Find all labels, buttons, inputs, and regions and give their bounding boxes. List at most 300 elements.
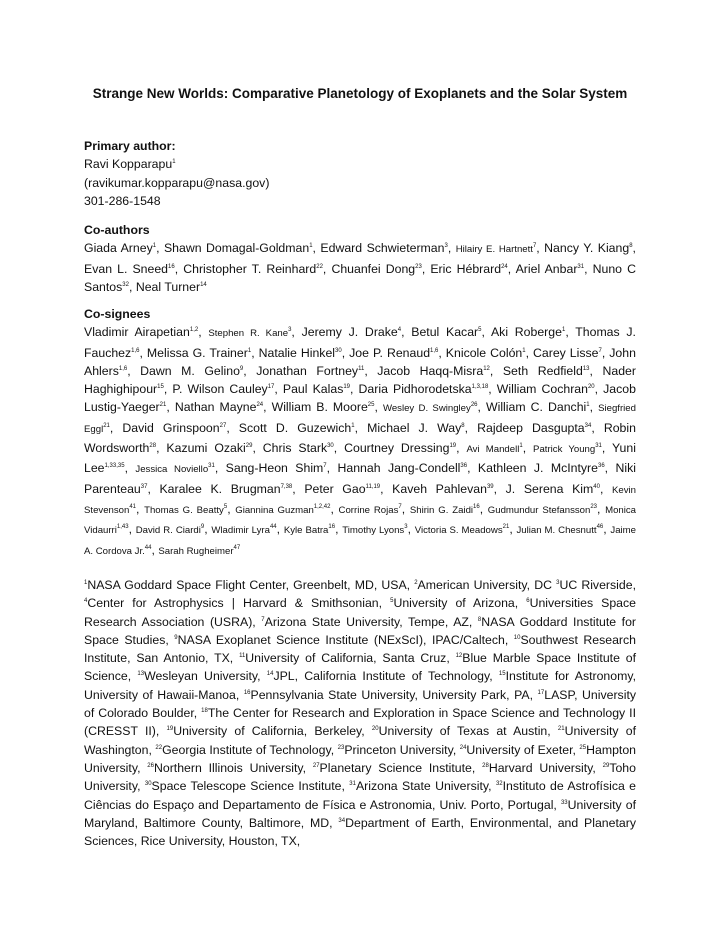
- author-name: Neal Turner: [135, 279, 201, 294]
- author-name: Corrine Rojas: [338, 504, 399, 516]
- affiliation-entry: [338, 743, 457, 757]
- author-name: Thomas G. Beatty: [144, 504, 224, 516]
- author-affiliation-sup: 24: [501, 263, 508, 270]
- author-entry: [84, 241, 156, 255]
- affiliation-entry: [460, 743, 576, 757]
- affiliation-number: 7: [261, 616, 265, 623]
- affiliation-number: 2: [414, 579, 418, 586]
- author-entry: [533, 441, 602, 455]
- author-entry: [147, 346, 251, 360]
- author-affiliation-sup: 1: [351, 422, 355, 429]
- affiliation-text: University of California, Berkeley,: [173, 724, 365, 739]
- author-name: Nancy Y. Kiang: [544, 241, 630, 256]
- author-affiliation-sup: 13: [582, 365, 590, 372]
- affiliation-number: 13: [137, 671, 145, 678]
- affiliation-text: Hampton University,: [84, 742, 637, 775]
- author-affiliation-sup: 39: [486, 483, 494, 490]
- author-entry: [544, 241, 632, 255]
- author-affiliation-sup: 46: [596, 524, 604, 531]
- author-name: William Cochran: [496, 382, 588, 397]
- author-name: Chuanfei Dong: [331, 261, 416, 276]
- author-name: Stephen R. Kane: [208, 328, 289, 340]
- author-name: David Grinspoon: [122, 420, 220, 435]
- author-affiliation-sup: 22: [316, 263, 323, 270]
- author-entry: [488, 502, 597, 516]
- affiliation-entry: [239, 651, 450, 665]
- author-entry: [516, 522, 603, 536]
- affiliation-number: 16: [243, 689, 251, 696]
- author-entry: [477, 421, 591, 435]
- affiliation-number: 3: [556, 579, 560, 586]
- affiliation-number: 17: [537, 689, 545, 696]
- author-affiliation-sup: 32: [122, 281, 129, 288]
- author-entry: [84, 325, 198, 339]
- affiliation-entry: [390, 596, 518, 610]
- affiliation-text: Center for Astrophysics | Harvard & Smithsonian,: [87, 596, 383, 611]
- author-name: Hilairy E. Hartnett: [455, 244, 533, 256]
- author-affiliation-sup: 23: [590, 503, 598, 510]
- author-affiliation-sup: 21: [159, 402, 167, 409]
- affiliation-text: University of Texas at Austin,: [378, 724, 551, 739]
- author-entry: [337, 461, 467, 475]
- author-name: Yuni Lee: [84, 441, 636, 476]
- author-entry: [302, 325, 402, 339]
- author-entry: [166, 441, 252, 455]
- affiliation-number: 6: [526, 598, 530, 605]
- author-entry: [446, 346, 526, 360]
- author-name: Siegfried Eggl: [84, 403, 636, 435]
- author-name: Courtney Dressing: [344, 441, 450, 456]
- author-name: Kathleen J. McIntyre: [477, 461, 598, 476]
- affiliation-text: JPL, California Institute of Technology,: [273, 669, 493, 684]
- affiliation-text: University of California, Santa Cruz,: [245, 651, 450, 666]
- author-entry: [367, 421, 465, 435]
- author-name: Timothy Lyons: [342, 525, 405, 537]
- affiliation-text: Princeton University,: [344, 742, 457, 757]
- author-affiliation-sup: 7: [532, 243, 537, 250]
- author-affiliation-sup: 27: [219, 422, 227, 429]
- affiliation-number: 32: [495, 781, 503, 788]
- affiliation-entry: [167, 724, 365, 738]
- author-name: Natalie Hinkel: [258, 345, 336, 360]
- author-name: Daria Pidhorodetska: [358, 382, 472, 397]
- affiliation-entry: [84, 596, 382, 610]
- affiliation-number: 22: [155, 744, 163, 751]
- author-name: Shirin G. Zaidi: [409, 504, 474, 516]
- affiliation-entry: [147, 761, 306, 775]
- author-entry: [377, 364, 490, 378]
- author-affiliation-sup: 24: [256, 402, 264, 409]
- author-name: Evan L. Sneed: [84, 261, 169, 276]
- author-entry: [320, 241, 447, 255]
- primary-author-name: Ravi Kopparapu: [84, 157, 173, 172]
- author-affiliation-sup: 19: [449, 442, 457, 449]
- affiliation-entry: [349, 779, 491, 793]
- author-name: Edward Schwieterman: [320, 241, 445, 256]
- affiliation-number: 30: [144, 781, 152, 788]
- affiliation-number: 8: [477, 616, 482, 623]
- author-name: David R. Ciardi: [135, 525, 201, 537]
- affiliation-text: Pennsylvania State University, University Park, PA,: [250, 687, 534, 702]
- author-affiliation-sup: 23: [415, 263, 422, 270]
- author-name: Jacob Lustig-Yaeger: [84, 382, 636, 415]
- affiliation-text: University of Arizona,: [393, 596, 519, 611]
- author-name: Paul Kalas: [282, 382, 344, 397]
- author-name: Nathan Mayne: [174, 400, 257, 415]
- affiliation-entry: [267, 669, 493, 683]
- author-entry: [183, 262, 323, 276]
- author-name: Hannah Jang-Condell: [337, 461, 461, 476]
- affiliation-entry: [556, 578, 636, 592]
- author-name: Scott D. Guzewich: [238, 420, 352, 435]
- author-affiliation-sup: 7,38: [280, 483, 293, 490]
- coauthors-heading: Co-authors: [84, 223, 150, 237]
- affiliation-text: NASA Goddard Space Flight Center, Greenbelt, MD, USA,: [87, 578, 411, 592]
- author-entry: [211, 522, 276, 536]
- affiliation-number: 21: [557, 726, 565, 733]
- affiliation-text: Universities Space Research Association (USRA),: [84, 596, 637, 629]
- author-name: Eric Hébrard: [430, 261, 502, 276]
- affiliation-entry: [137, 669, 260, 683]
- author-name: Christopher T. Reinhard: [183, 261, 317, 276]
- author-affiliation-sup: 11,19: [365, 483, 381, 490]
- author-affiliation-sup: 30: [327, 442, 334, 449]
- author-entry: [263, 441, 334, 455]
- author-name: Patrick Young: [533, 444, 596, 456]
- author-name: Niki Parenteau: [84, 461, 636, 496]
- author-entry: [122, 421, 226, 435]
- author-entry: [135, 461, 214, 475]
- author-affiliation-sup: 1: [247, 347, 252, 354]
- author-entry: [144, 502, 227, 516]
- author-entry: [84, 262, 175, 276]
- author-name: Monica Vidaurri: [84, 504, 637, 537]
- affiliation-entry: [244, 688, 533, 702]
- affiliation-text: University of Exeter,: [466, 742, 576, 757]
- author-name: Betul Kacar: [411, 325, 479, 340]
- author-name: Robin Wordsworth: [84, 420, 636, 456]
- author-name: Sarah Rugheimer: [158, 545, 234, 557]
- author-name: Karalee K. Brugman: [159, 481, 281, 496]
- author-name: Sang-Heon Shim: [225, 461, 324, 476]
- affiliation-number: 14: [266, 671, 274, 678]
- author-affiliation-sup: 7: [598, 347, 602, 354]
- author-affiliation-sup: 8: [629, 243, 633, 250]
- affiliation-number: 9: [174, 634, 178, 641]
- author-affiliation-sup: 36: [460, 463, 468, 470]
- author-affiliation-sup: 15: [157, 384, 164, 391]
- author-affiliation-sup: 41: [129, 503, 137, 510]
- affiliation-entry: [313, 761, 475, 775]
- affiliation-text: Wesleyan University,: [144, 669, 261, 684]
- author-entry: [172, 382, 274, 396]
- author-entry: [506, 482, 600, 496]
- author-name: Shawn Domagal-Goldman: [163, 241, 310, 256]
- author-name: Jaime A. Cordova Jr.: [84, 525, 636, 557]
- affiliation-text: Southwest Research Institute, San Antonio, TX,: [84, 632, 636, 666]
- primary-author-section: [84, 137, 636, 210]
- affiliation-entry: [414, 578, 552, 592]
- author-name: Avi Mandell: [466, 444, 520, 456]
- author-affiliation-sup: 31: [577, 263, 585, 270]
- affiliation-number: 11: [239, 653, 246, 660]
- affiliation-entry: [482, 761, 596, 775]
- author-affiliation-sup: 9: [200, 524, 205, 531]
- affiliation-text: Institute for Astronomy, University of Hawaii-Manoa,: [84, 669, 637, 702]
- affiliation-entry: [372, 724, 551, 738]
- author-name: Peter Gao: [304, 481, 366, 496]
- author-affiliation-sup: 34: [584, 422, 592, 429]
- author-name: Thomas J. Fauchez: [84, 325, 636, 360]
- primary-author-sup: 1: [172, 159, 176, 166]
- affiliation-text: Planetary Science Institute,: [319, 760, 476, 775]
- author-name: Jeremy J. Drake: [301, 325, 398, 340]
- author-affiliation-sup: 3: [404, 524, 408, 531]
- author-entry: [159, 482, 292, 496]
- author-affiliation-sup: 12: [483, 365, 490, 372]
- author-entry: [259, 346, 342, 360]
- affiliation-entry: [145, 779, 345, 793]
- author-entry: [158, 543, 240, 557]
- author-affiliation-sup: 4: [397, 327, 402, 334]
- affiliation-number: 34: [338, 817, 346, 824]
- author-entry: [516, 262, 585, 276]
- affiliation-number: 31: [349, 781, 356, 788]
- author-name: Kaveh Pahlevan: [392, 481, 487, 496]
- author-name: Giada Arney: [84, 241, 153, 256]
- affiliation-number: 4: [84, 598, 88, 605]
- author-name: Wladimir Lyra: [211, 525, 270, 537]
- paper-title: Strange New Worlds: Comparative Planetology of Exoplanets and the Solar System: [92, 86, 628, 101]
- author-name: Knicole Colón: [445, 345, 523, 360]
- primary-author-email: (ravikumar.kopparapu@nasa.gov): [84, 175, 270, 190]
- author-affiliation-sup: 26: [470, 402, 478, 409]
- author-entry: [256, 364, 364, 378]
- affiliation-entry: [261, 615, 472, 629]
- author-entry: [466, 441, 522, 455]
- affiliation-number: 25: [579, 744, 587, 751]
- primary-author-heading: Primary author:: [84, 139, 176, 153]
- affiliation-number: 24: [459, 744, 467, 751]
- author-name: William C. Danchi: [485, 400, 587, 415]
- affiliation-number: 12: [455, 653, 463, 660]
- author-name: Gudmundur Stefansson: [487, 504, 591, 516]
- affiliation-number: 28: [482, 762, 489, 769]
- affiliation-text: Toho University,: [84, 760, 636, 794]
- author-entry: [383, 400, 478, 414]
- author-entry: [410, 502, 480, 516]
- author-name: Victoria S. Meadows: [414, 525, 503, 537]
- author-affiliation-sup: 31: [208, 463, 215, 470]
- author-affiliation-sup: 44: [144, 544, 152, 551]
- affiliations-section: [84, 576, 636, 850]
- author-entry: [164, 241, 313, 255]
- author-affiliation-sup: 1,6: [430, 347, 439, 354]
- author-entry: [486, 400, 590, 414]
- author-affiliation-sup: 3: [288, 327, 292, 334]
- author-affiliation-sup: 1,3,18: [471, 384, 489, 391]
- affiliation-entry: [84, 578, 410, 592]
- affiliation-text: Arizona State University,: [355, 779, 492, 794]
- affiliation-text: Harvard University,: [488, 760, 596, 775]
- author-name: P. Wilson Cauley: [172, 382, 268, 397]
- author-affiliation-sup: 31: [595, 442, 602, 449]
- author-affiliation-sup: 17: [267, 384, 275, 391]
- affiliation-text: NASA Exoplanet Science Institute (NExScI), IPAC/Caltech,: [177, 632, 509, 647]
- author-affiliation-sup: 1: [522, 347, 526, 354]
- author-name: Nader Haghighipour: [84, 363, 636, 397]
- author-entry: [344, 441, 456, 455]
- author-entry: [342, 522, 407, 536]
- author-name: Julian M. Chesnutt: [516, 525, 597, 537]
- author-entry: [392, 482, 493, 496]
- author-name: Jonathan Fortney: [256, 363, 359, 378]
- coauthors-section: [84, 221, 636, 296]
- affiliation-text: University of Washington,: [84, 724, 637, 757]
- author-affiliation-sup: 1,6: [131, 347, 140, 354]
- author-name: Aki Roberge: [490, 325, 562, 340]
- author-entry: [456, 241, 537, 255]
- author-entry: [339, 502, 402, 516]
- author-entry: [415, 522, 510, 536]
- affiliation-text: Instituto de Astrofísica e Ciências do Espaço and Departamento de Física e Astronomia, Univ. Porto, Portugal,: [84, 779, 637, 812]
- author-entry: [304, 482, 380, 496]
- author-name: J. Serena Kim: [505, 481, 594, 496]
- affiliation-text: NASA Goddard Institute for Space Studies,: [84, 614, 637, 647]
- author-name: Dawn M. Gelino: [140, 363, 240, 378]
- author-affiliation-sup: 19: [343, 384, 351, 391]
- author-affiliation-sup: 1: [152, 243, 157, 250]
- author-affiliation-sup: 47: [233, 544, 241, 551]
- author-affiliation-sup: 1,33,35: [104, 463, 125, 470]
- author-entry: [226, 461, 327, 475]
- author-affiliation-sup: 28: [149, 442, 157, 449]
- author-name: Nuno C Santos: [84, 261, 636, 294]
- affiliation-number: 27: [312, 762, 320, 769]
- author-name: William B. Moore: [271, 400, 368, 415]
- author-name: Rajdeep Dasgupta: [477, 420, 585, 435]
- author-affiliation-sup: 1,6: [118, 365, 128, 372]
- affiliation-text: Department of Earth, Environmental, and Planetary Sciences, Rice University, Houston, TX,: [84, 815, 636, 849]
- author-entry: [430, 262, 507, 276]
- author-entry: [331, 262, 421, 276]
- author-affiliation-sup: 20: [587, 384, 595, 391]
- author-affiliation-sup: 21: [103, 422, 110, 429]
- author-affiliation-sup: 1: [309, 243, 313, 250]
- author-affiliation-sup: 30: [335, 347, 342, 354]
- author-affiliation-sup: 37: [140, 483, 148, 490]
- affiliation-number: 23: [337, 744, 345, 751]
- author-name: Chris Stark: [262, 441, 328, 456]
- author-affiliation-sup: 29: [245, 442, 253, 449]
- author-affiliation-sup: 25: [367, 402, 375, 409]
- author-affiliation-sup: 16: [168, 263, 175, 270]
- author-entry: [136, 522, 204, 536]
- author-name: Joe P. Renaud: [349, 345, 431, 360]
- author-affiliation-sup: 40: [593, 483, 600, 490]
- affiliation-text: Space Telescope Science Institute,: [151, 779, 345, 794]
- affiliation-text: The Center for Research and Exploration in Space Science and Technology II (CRESST II),: [84, 706, 636, 739]
- author-entry: [235, 502, 330, 516]
- affiliation-number: 18: [201, 707, 208, 714]
- author-entry: [284, 522, 335, 536]
- author-affiliation-sup: 11: [358, 365, 365, 372]
- author-affiliation-sup: 1: [519, 442, 523, 449]
- author-affiliation-sup: 1,2,42: [313, 503, 331, 510]
- author-affiliation-sup: 1,43: [116, 524, 129, 531]
- author-entry: [497, 382, 595, 396]
- author-name: Kyle Batra: [283, 525, 329, 537]
- cosignees-list: Vladimir Airapetian$^{1,2}$, Stephen R. Kane$^3$, Jeremy J. Drake$^4$, Betul Kacar$^5$, Aki Roberge$^1$, Thomas J. Fauchez$^{1,6}$, Melissa G. Trainer$^1$, Natalie Hinkel$^{30}$, Joe P. Renaud$^{1,6}$, Knicole Colón$^1$, Carey Lisse$^7$, John Ahlers$^{1,6}$, Dawn M. Gelino$^9$, Jonathan Fortney$^{11}$, Jacob Haqq-Misra$^{12}$, Seth Redfield$^{13}$, Nader Haghighipour$^{15}$, P. Wilson Cauley$^{17}$, Paul Kalas$^{19}$, Daria Pidhorodetska$^{1,3,18}$, William Cochran$^{20}$, Jacob Lustig-Yaeger$^{21}$, Nathan Mayne$^{24}$, William B. Moore$^{25}$, Wesley D. Swingley$^{26}$, William C. Danchi$^1$, Siegfried Eggl$^{21}$, David Grinspoon$^{27}$, Scott D. Guzewich$^1$, Michael J. Way$^8$, Rajdeep Dasgupta$^{34}$, Robin Wordsworth$^{28}$, Kazumi Ozaki$^{29}$, Chris Stark$^{30}$, Courtney Dressing$^{19}$, Avi Mandell$^1$, Patrick Young$^{31}$, Yuni Lee$^{1,33,35}$, Jessica Noviello$^{31}$, Sang-Heon Shim$^7$, Hannah Jang-Condell$^{36}$, Kathleen J. McIntyre$^{36}$, Niki Parenteau$^{37}$, Karalee K. Brugman$^{7,38}$, Peter Gao$^{11,19}$, Kaveh Pahlevan$^{39}$, J. Serena Kim$^{40}$, Kevin Stevenson$^{41}$, Thomas G. Beatty$^5$, Giannina Guzman$^{1,2,42}$, Corrine Rojas$^7$, Shirin G. Zaidi$^{16}$, Gudmundur Stefansson$^{23}$, Monica Vidaurri$^{1,43}$, David R. Ciardi$^9$, Wladimir Lyra$^{44}$, Kyle Batra$^{16}$, Timothy Lyons$^3$, Victoria S. Meadows$^{21}$, Julian M. Chesnutt$^{46}$, Jaime A. Cordova Jr.$^{44}$, Sarah Rugheimer$^{47}$: [84, 325, 637, 557]
- author-entry: [239, 421, 355, 435]
- author-entry: [478, 461, 605, 475]
- author-affiliation-sup: 1: [586, 402, 590, 409]
- author-affiliation-sup: 9: [239, 365, 244, 372]
- primary-author-name-line: [84, 155, 636, 173]
- affiliation-text: UC Riverside,: [559, 578, 636, 592]
- author-name: Seth Redfield: [502, 363, 583, 378]
- affiliation-number: 5: [390, 598, 394, 605]
- affiliation-text: University of Maryland, Baltimore County, Baltimore, MD,: [84, 797, 636, 830]
- author-affiliation-sup: 21: [502, 524, 510, 531]
- author-name: Kazumi Ozaki: [166, 441, 246, 456]
- affiliation-text: Georgia Institute of Technology,: [162, 742, 335, 757]
- author-entry: [349, 346, 438, 360]
- affiliation-number: 10: [513, 634, 521, 641]
- author-affiliation-sup: 5: [478, 327, 482, 334]
- affiliation-text: Blue Marble Space Institute of Science,: [84, 651, 637, 684]
- author-affiliation-sup: 5: [223, 503, 228, 510]
- affiliation-text: LASP, University of Colorado Boulder,: [84, 687, 637, 721]
- author-affiliation-sup: 16: [473, 503, 480, 510]
- author-entry: [136, 280, 207, 294]
- author-name: Vladimir Airapetian: [84, 325, 190, 340]
- author-affiliation-sup: 3: [444, 243, 448, 250]
- author-name: Giannina Guzman: [235, 504, 314, 516]
- author-entry: [359, 382, 489, 396]
- author-entry: [503, 364, 590, 378]
- author-entry: [491, 325, 565, 339]
- affiliation-text: Arizona State University, Tempe, AZ,: [264, 614, 473, 629]
- author-name: Kevin Stevenson: [84, 484, 636, 516]
- author-affiliation-sup: 1,2: [189, 327, 199, 334]
- cosignees-heading: Co-signees: [84, 307, 151, 321]
- author-name: Jacob Haqq-Misra: [377, 363, 484, 378]
- author-affiliation-sup: 16: [328, 524, 336, 531]
- author-entry: [140, 364, 243, 378]
- author-affiliation-sup: 14: [200, 281, 207, 288]
- author-name: Ariel Anbar: [515, 261, 578, 276]
- author-affiliation-sup: 1: [561, 327, 566, 334]
- author-affiliation-sup: 44: [269, 524, 277, 531]
- author-name: Wesley D. Swingley: [382, 403, 471, 415]
- cosignees-section: [84, 305, 636, 561]
- author-affiliation-sup: 8: [461, 422, 465, 429]
- author-entry: [175, 400, 263, 414]
- affiliation-text: American University, DC: [417, 578, 552, 592]
- affiliation-number: 1: [84, 579, 88, 586]
- author-name: Michael J. Way: [367, 420, 462, 435]
- affiliation-number: 20: [371, 726, 379, 733]
- affiliation-entry: [155, 743, 334, 757]
- primary-author-phone: 301-286-1548: [84, 193, 161, 208]
- coauthors-list: Giada Arney$^1$, Shawn Domagal-Goldman$^1$, Edward Schwieterman$^3$, Hilairy E. Hartnett$^7$, Nancy Y. Kiang$^8$, Evan L. Sneed$^{16}$, Christopher T. Reinhard$^{22}$, Chuanfei Dong$^{23}$, Eric Hébrard$^{24}$, Ariel Anbar$^{31}$, Nuno C Santos$^{32}$, Neal Turner$^{14}$: [84, 241, 636, 294]
- author-affiliation-sup: 7: [398, 503, 402, 510]
- author-entry: [533, 346, 602, 360]
- author-entry: [283, 382, 350, 396]
- author-affiliation-sup: 7: [323, 463, 327, 470]
- author-name: Jessica Noviello: [135, 464, 209, 476]
